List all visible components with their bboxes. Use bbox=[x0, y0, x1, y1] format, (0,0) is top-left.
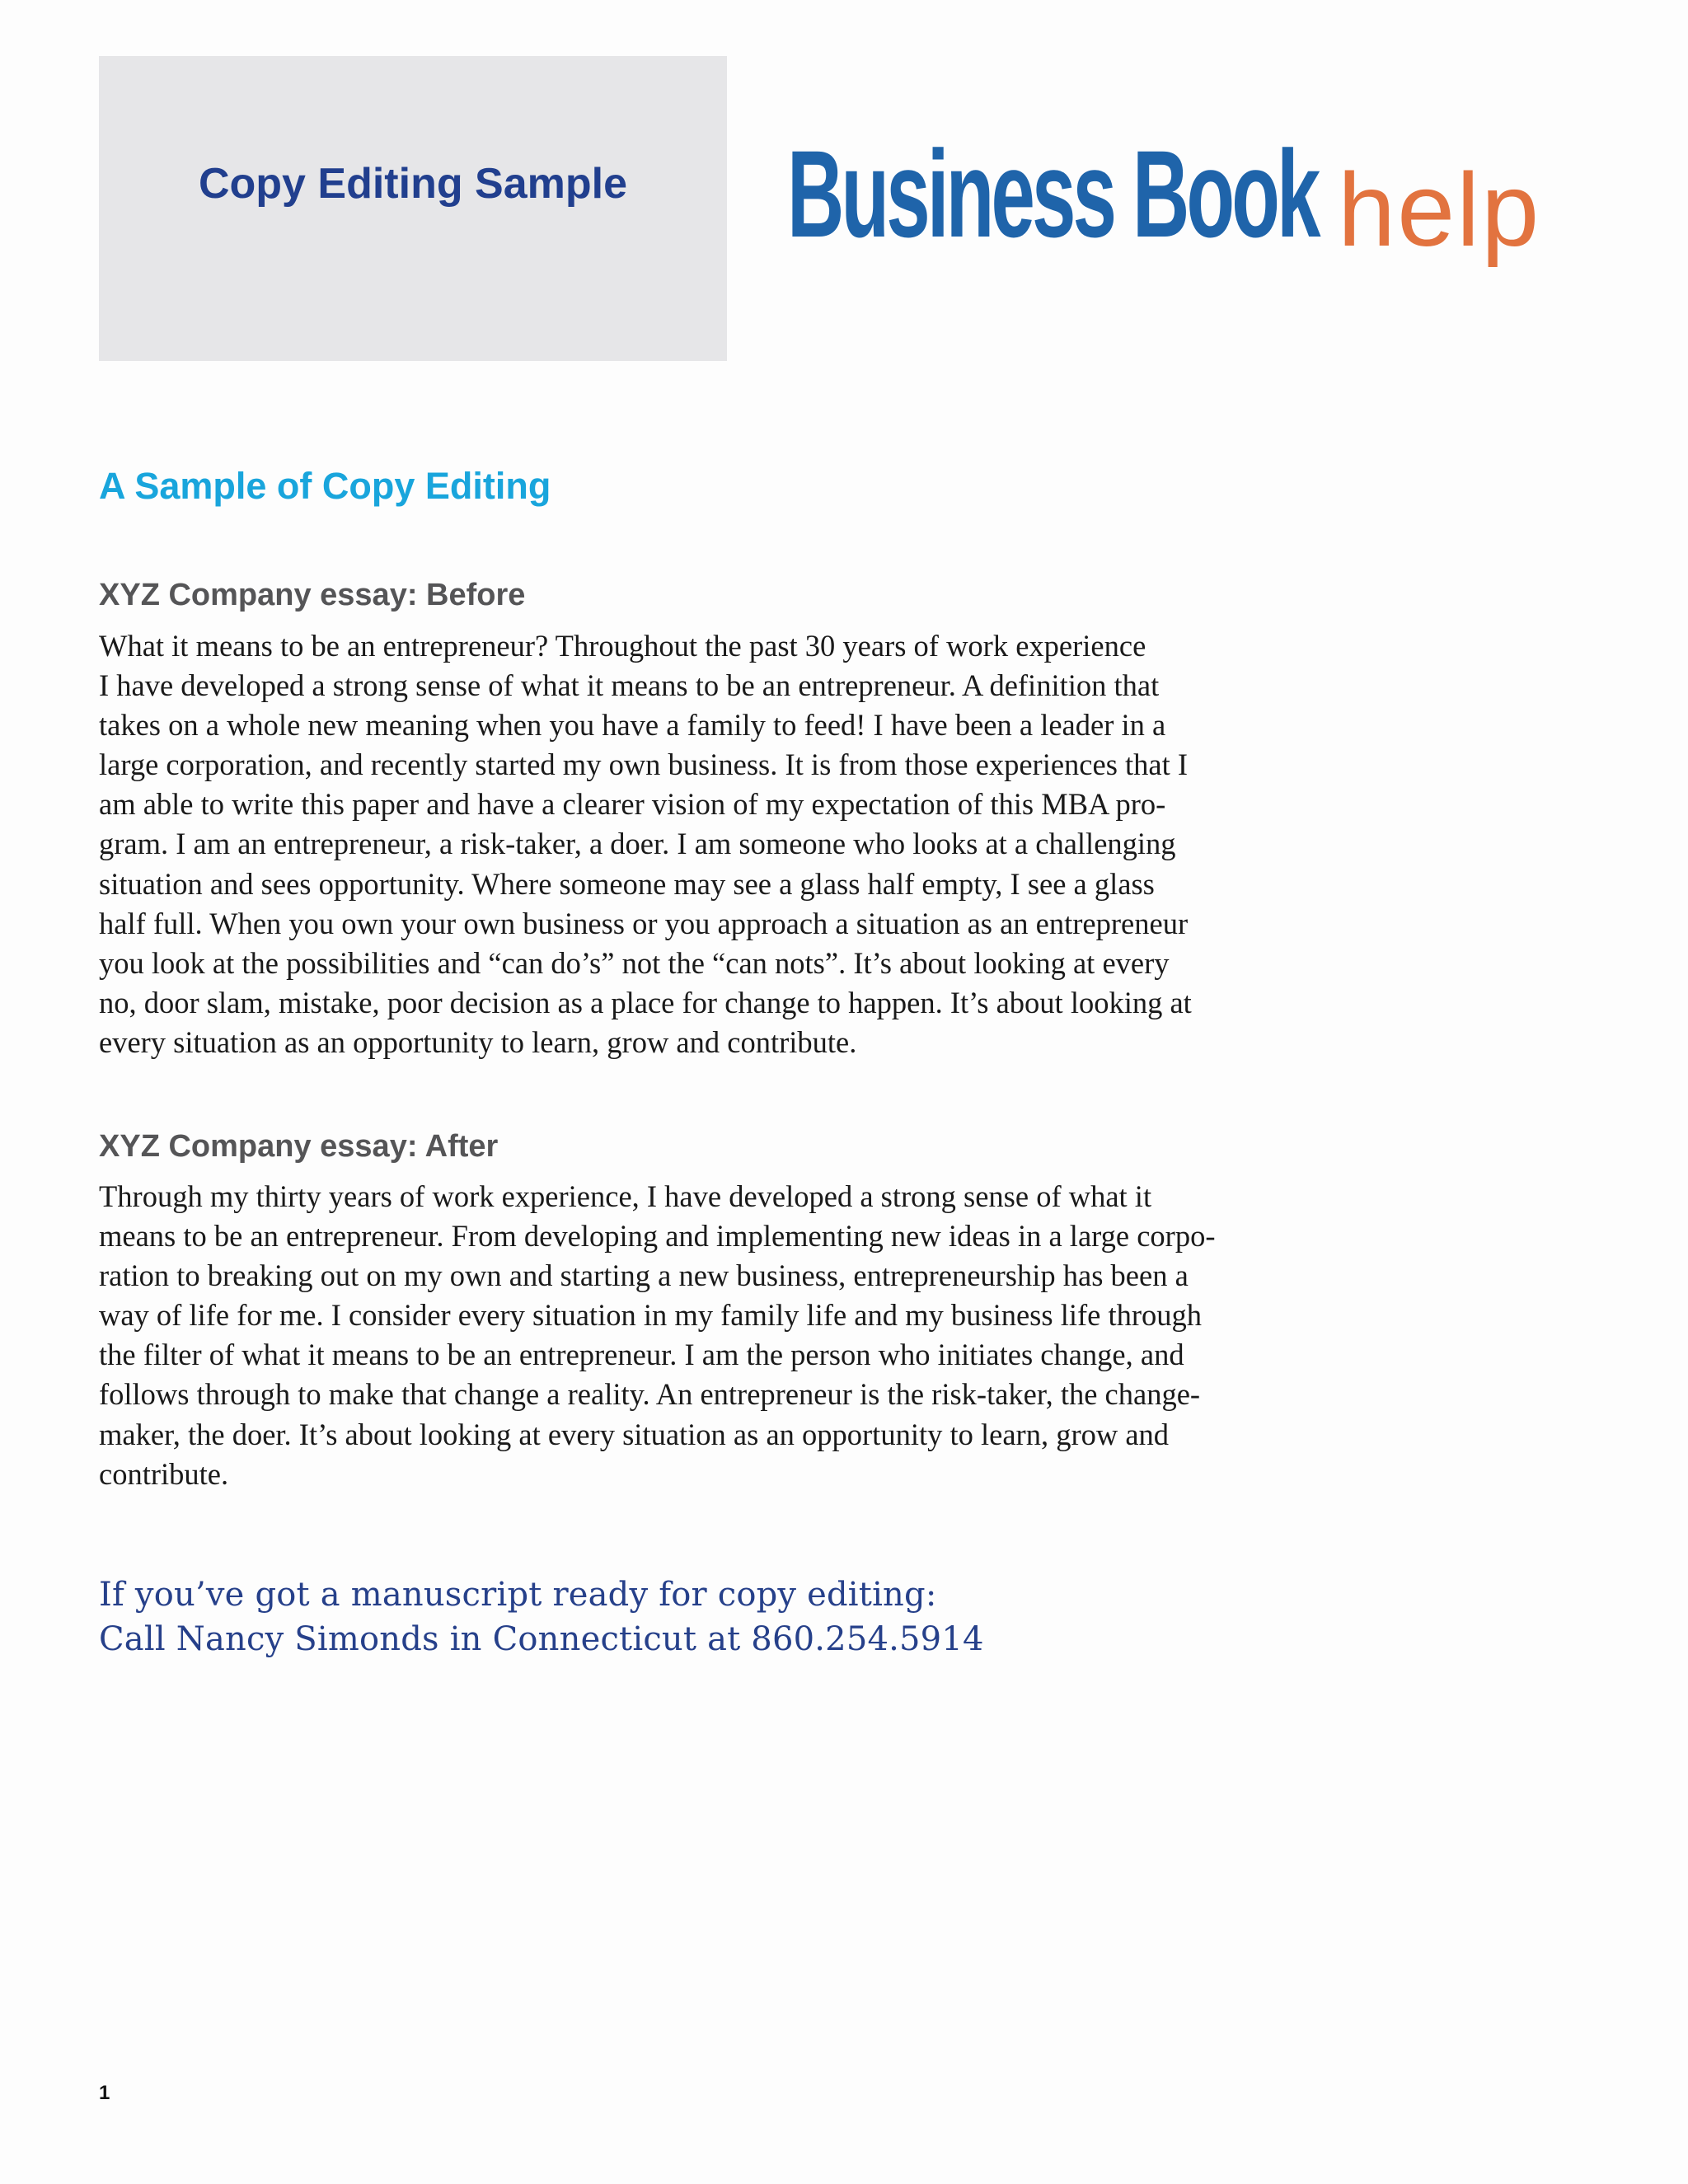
before-essay-line: large corporation, and recently started my own business. It is from those experiences that I bbox=[99, 748, 1189, 782]
after-essay-line: maker, the doer. It’s about looking at every situation as an opportunity to learn, grow and bbox=[99, 1417, 1170, 1451]
cta-line-2: Call Nancy Simonds in Connecticut at 860.254.5914 bbox=[99, 1620, 984, 1658]
before-essay bbox=[99, 626, 1335, 1062]
section-title: A Sample of Copy Editing bbox=[99, 465, 551, 507]
before-essay-line: half full. When you own your own business or you approach a situation as an entrepreneur bbox=[99, 906, 1189, 940]
after-essay-line: means to be an entrepreneur. From developing and implementing new ideas in a large corpo- bbox=[99, 1219, 1216, 1254]
before-essay-line: takes on a whole new meaning when you have a family to feed! I have been a leader in a bbox=[99, 708, 1166, 743]
header-title: Copy Editing Sample bbox=[198, 160, 628, 208]
before-heading: XYZ Company essay: Before bbox=[99, 578, 526, 612]
after-heading: XYZ Company essay: After bbox=[99, 1129, 499, 1164]
call-to-action bbox=[99, 1572, 984, 1661]
after-essay-line: follows through to make that change a reality. An entrepreneur is the risk-taker, the change- bbox=[99, 1377, 1201, 1412]
before-essay-line: situation and sees opportunity. Where someone may see a glass half empty, I see a glass bbox=[99, 866, 1155, 901]
logo-business-book: Business Book bbox=[787, 124, 1318, 263]
after-essay-line: Through my thirty years of work experience, I have developed a strong sense of what it bbox=[99, 1179, 1152, 1213]
page-number: 1 bbox=[99, 2082, 110, 2104]
logo-help: help bbox=[1338, 152, 1541, 268]
after-essay bbox=[99, 1177, 1335, 1494]
cta-line-1: If you’ve got a manuscript ready for copy editing: bbox=[99, 1576, 937, 1614]
business-book-help-logo bbox=[787, 124, 1595, 305]
before-essay-line: am able to write this paper and have a clearer vision of my expectation of this MBA pro- bbox=[99, 787, 1166, 822]
before-essay-line: I have developed a strong sense of what it means to be an entrepreneur. A definition that bbox=[99, 668, 1160, 703]
after-essay-line: ration to breaking out on my own and starting a new business, entrepreneurship has been a bbox=[99, 1258, 1189, 1293]
after-essay-line: way of life for me. I consider every situation in my family life and my business life through bbox=[99, 1298, 1203, 1333]
after-essay-line: contribute. bbox=[99, 1456, 229, 1491]
before-essay-line: What it means to be an entrepreneur? Throughout the past 30 years of work experience bbox=[99, 629, 1146, 663]
before-essay-line: no, door slam, mistake, poor decision as a place for change to happen. It’s about looking at bbox=[99, 985, 1192, 1019]
after-essay-line: the filter of what it means to be an entrepreneur. I am the person who initiates change, and bbox=[99, 1338, 1184, 1372]
before-essay-line: gram. I am an entrepreneur, a risk-taker, a doer. I am someone who looks at a challenging bbox=[99, 827, 1176, 861]
before-essay-line: every situation as an opportunity to learn, grow and contribute. bbox=[99, 1024, 857, 1059]
before-essay-line: you look at the possibilities and “can do’s” not the “can nots”. It’s about looking at every bbox=[99, 945, 1170, 980]
